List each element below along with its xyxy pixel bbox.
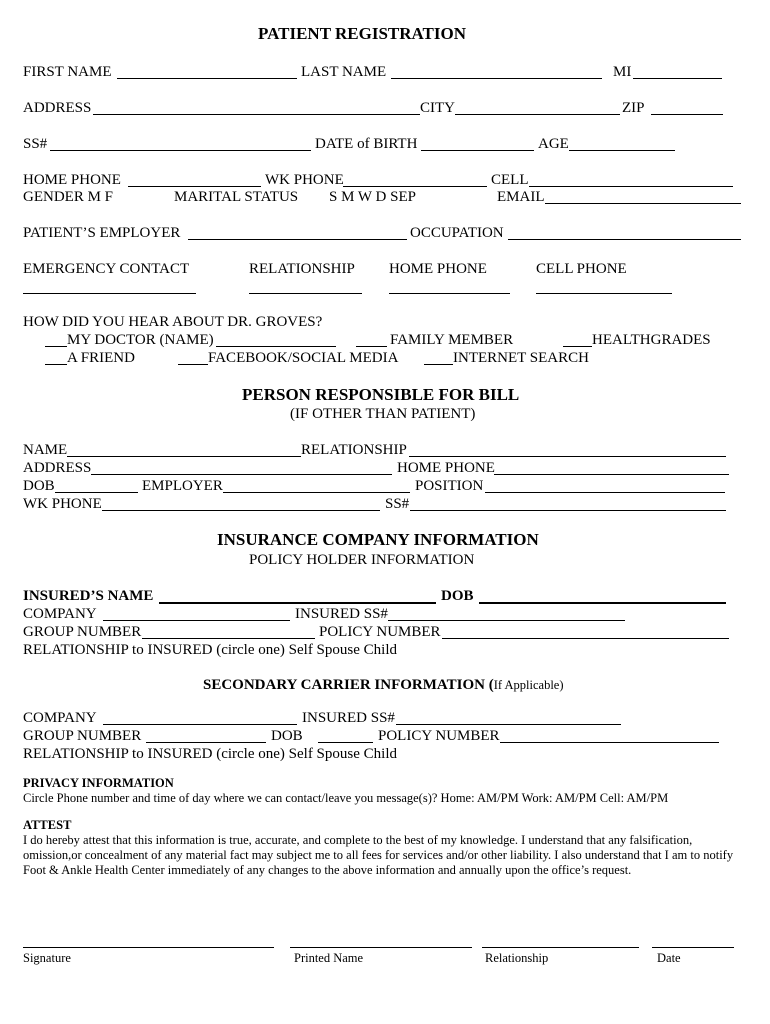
ins-policy-number-label: POLICY NUMBER: [319, 624, 441, 640]
secondary-heading: [203, 676, 564, 694]
emergency-contact-field[interactable]: [23, 293, 196, 294]
employer-label: PATIENT’S EMPLOYER: [23, 225, 181, 241]
resp-position-label: POSITION: [415, 478, 484, 494]
sec-group-number-field[interactable]: [146, 742, 266, 743]
email-field[interactable]: [545, 203, 741, 204]
emergency-cell-phone-label: CELL PHONE: [536, 261, 627, 277]
home-phone-label: HOME PHONE: [23, 172, 121, 188]
my-doctor-check[interactable]: [45, 346, 67, 347]
date-line[interactable]: [652, 947, 734, 948]
dob-label: DATE of BIRTH: [315, 136, 418, 152]
facebook-label: FACEBOOK/SOCIAL MEDIA: [208, 350, 399, 366]
wk-phone-field[interactable]: [343, 186, 487, 187]
resp-employer-field[interactable]: [223, 492, 410, 493]
ins-company-field[interactable]: [103, 620, 290, 621]
resp-dob-label: DOB: [23, 478, 55, 494]
ins-relationship-label: RELATIONSHIP to INSURED (circle one) Self Spouse Child: [23, 642, 397, 658]
resp-address-field[interactable]: [91, 474, 392, 475]
email-label: EMAIL: [497, 189, 545, 205]
home-phone-field[interactable]: [128, 186, 261, 187]
resp-relationship-field[interactable]: [409, 456, 726, 457]
emergency-relationship-label: RELATIONSHIP: [249, 261, 355, 277]
printed-name-label: Printed Name: [294, 951, 364, 965]
insured-dob-field[interactable]: [479, 602, 726, 604]
emergency-cell-phone-field[interactable]: [536, 293, 672, 294]
healthgrades-label: HEALTHGRADES: [592, 332, 711, 348]
gender-label: GENDER M F: [23, 189, 114, 205]
privacy-heading: PRIVACY INFORMATION: [23, 776, 174, 790]
marital-status-label: MARITAL STATUS: [174, 189, 299, 205]
emergency-contact-label: EMERGENCY CONTACT: [23, 261, 190, 277]
sec-company-label: COMPANY: [23, 710, 97, 726]
insurance-heading: INSURANCE COMPANY INFORMATION: [217, 530, 539, 549]
mi-field[interactable]: [633, 78, 722, 79]
internet-search-check[interactable]: [424, 364, 453, 365]
attest-text: I do hereby attest that this information is true, accurate, and complete to the best of my knowledge. I understand that any falsification, omission,or concealment of any material fact may subject me to all fees for services and/or other liability. I also understand that I am to notify Foot & Ankle Health Center immediately of any changes to the above information and annually upon the office’s request.: [23, 833, 734, 877]
address-label: ADDRESS: [23, 100, 92, 116]
privacy-text: Circle Phone number and time of day where we can contact/leave you message(s)? Home: AM/PM Work: AM/PM Cell: AM/PM: [23, 791, 669, 805]
sec-policy-number-label: POLICY NUMBER: [378, 728, 500, 744]
resp-wk-phone-field[interactable]: [102, 510, 380, 511]
responsible-heading: PERSON RESPONSIBLE FOR BILL: [242, 385, 520, 404]
marital-options: S M W D SEP: [329, 189, 416, 205]
age-label: AGE: [538, 136, 569, 152]
resp-employer-label: EMPLOYER: [142, 478, 223, 494]
internet-search-label: INTERNET SEARCH: [453, 350, 589, 366]
my-doctor-name-field[interactable]: [216, 346, 336, 347]
emergency-home-phone-field[interactable]: [389, 293, 510, 294]
ins-group-number-field[interactable]: [142, 638, 315, 639]
first-name-field[interactable]: [117, 78, 297, 79]
insurance-subheading: POLICY HOLDER INFORMATION: [249, 552, 475, 568]
emergency-relationship-field[interactable]: [249, 293, 362, 294]
city-label: CITY: [420, 100, 455, 116]
ins-policy-number-field[interactable]: [442, 638, 729, 639]
dob-field[interactable]: [421, 150, 534, 151]
cell-field[interactable]: [529, 186, 733, 187]
ins-company-label: COMPANY: [23, 606, 97, 622]
address-field[interactable]: [93, 114, 420, 115]
wk-phone-label: WK PHONE: [265, 172, 344, 188]
secondary-heading-note: If Applicable): [493, 678, 564, 692]
sec-dob-field[interactable]: [318, 742, 373, 743]
secondary-heading-text: SECONDARY CARRIER INFORMATION (: [203, 677, 494, 693]
last-name-label: LAST NAME: [301, 64, 387, 80]
printed-name-line[interactable]: [290, 947, 472, 948]
cell-label: CELL: [491, 172, 529, 188]
zip-field[interactable]: [651, 114, 723, 115]
sec-company-field[interactable]: [103, 724, 297, 725]
occupation-label: OCCUPATION: [410, 225, 504, 241]
responsible-subheading: (IF OTHER THAN PATIENT): [290, 406, 476, 422]
sec-relationship-label: RELATIONSHIP to INSURED (circle one) Self Spouse Child: [23, 746, 397, 762]
page-title: PATIENT REGISTRATION: [258, 24, 466, 43]
ins-group-number-label: GROUP NUMBER: [23, 624, 142, 640]
insured-name-label: INSURED’S NAME: [23, 588, 154, 604]
friend-label: A FRIEND: [67, 350, 135, 366]
resp-ss-field[interactable]: [410, 510, 726, 511]
last-name-field[interactable]: [391, 78, 602, 79]
sec-insured-ss-label: INSURED SS#: [302, 710, 395, 726]
friend-check[interactable]: [45, 364, 67, 365]
ss-label: SS#: [23, 136, 48, 152]
resp-dob-field[interactable]: [55, 492, 138, 493]
emergency-home-phone-label: HOME PHONE: [389, 261, 487, 277]
ins-insured-ss-label: INSURED SS#: [295, 606, 388, 622]
facebook-check[interactable]: [178, 364, 208, 365]
ins-insured-ss-field[interactable]: [388, 620, 625, 621]
first-name-label: FIRST NAME: [23, 64, 112, 80]
relationship-sig-label: Relationship: [485, 951, 549, 965]
sec-insured-ss-field[interactable]: [396, 724, 621, 725]
employer-field[interactable]: [188, 239, 407, 240]
sec-dob-label: DOB: [271, 728, 303, 744]
insured-dob-label: DOB: [441, 588, 474, 604]
resp-home-phone-label: HOME PHONE: [397, 460, 495, 476]
sec-group-number-label: GROUP NUMBER: [23, 728, 142, 744]
healthgrades-check[interactable]: [563, 346, 592, 347]
mi-label: MI: [613, 64, 632, 80]
resp-position-field[interactable]: [485, 492, 725, 493]
zip-label: ZIP: [622, 100, 645, 116]
attest-heading: ATTEST: [23, 818, 72, 832]
relationship-line[interactable]: [482, 947, 639, 948]
date-label: Date: [657, 951, 681, 965]
resp-ss-label: SS#: [385, 496, 410, 512]
resp-relationship-label: RELATIONSHIP: [301, 442, 407, 458]
resp-name-label: NAME: [23, 442, 68, 458]
city-field[interactable]: [455, 114, 620, 115]
resp-wk-phone-label: WK PHONE: [23, 496, 102, 512]
resp-address-label: ADDRESS: [23, 460, 92, 476]
signature-label: Signature: [23, 951, 71, 965]
ss-field[interactable]: [50, 150, 311, 151]
resp-name-field[interactable]: [67, 456, 301, 457]
age-field[interactable]: [569, 150, 675, 151]
family-member-label: FAMILY MEMBER: [390, 332, 514, 348]
occupation-field[interactable]: [508, 239, 741, 240]
insured-name-field[interactable]: [159, 602, 436, 604]
referral-question: HOW DID YOU HEAR ABOUT DR. GROVES?: [23, 314, 323, 330]
family-member-check[interactable]: [356, 346, 387, 347]
my-doctor-label: MY DOCTOR (NAME): [67, 332, 214, 348]
resp-home-phone-field[interactable]: [494, 474, 729, 475]
sec-policy-number-field[interactable]: [500, 742, 719, 743]
signature-line[interactable]: [23, 947, 274, 948]
